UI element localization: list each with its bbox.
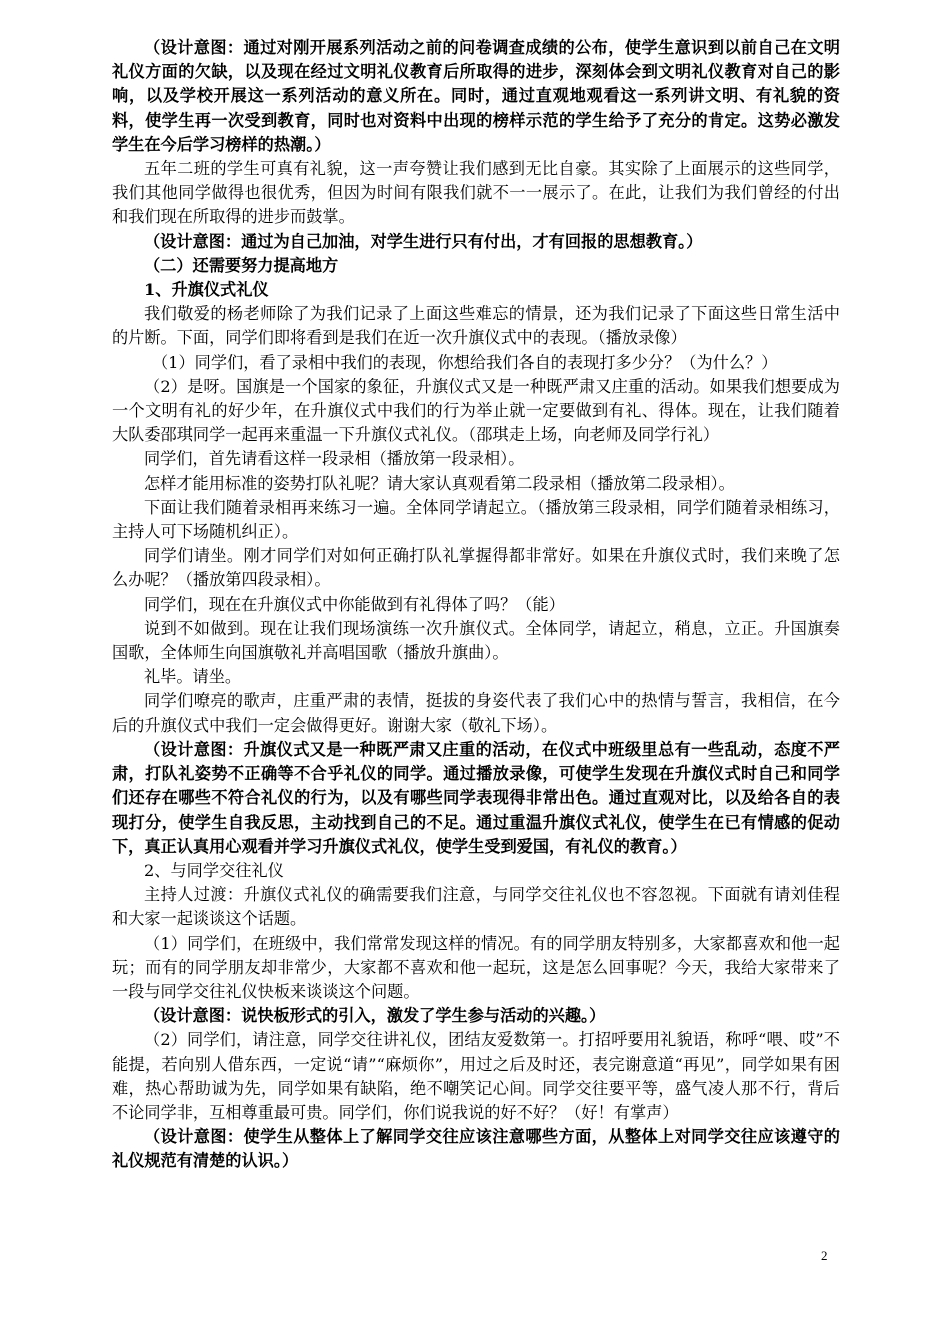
section-heading: （二）还需要努力提高地方 (144, 255, 339, 275)
document-page (112, 36, 840, 1174)
design-intent-paragraph: （设计意图：通过对刚开展系列活动之前的问卷调查成绩的公布，使学生意识到以前自己在文明礼仪方面的欠缺，以及现在经过文明礼仪教育后所取得的进步，深刻体会到文明礼仪教育对自己的影响，以及学校开展这一系列活动的意义所在。同时，通过直观地观看这一系列讲文明、有礼貌的资料，使学生再一次受到教育，同时也对资料中出现的榜样示范的学生给予了充分的肯定。这势必激发学生在今后学习榜样的热潮。） (112, 38, 840, 154)
body-paragraph: 我们敬爱的杨老师除了为我们记录了上面这些难忘的情景，还为我们记录了下面这些日常生活中的片断。下面，同学们即将看到是我们在近一次升旗仪式中的表现。（播放录像） (112, 304, 840, 348)
body-paragraph: 同学们，现在在升旗仪式中你能做到有礼得体了吗？（能） (144, 594, 565, 614)
body-paragraph: 五年二班的学生可真有礼貌，这一声夸赞让我们感到无比自豪。其实除了上面展示的这些同学，我们其他同学做得也很优秀，但因为时间有限我们就不一一展示了。在此，让我们为我们曾经的付出和我们现在所取得的进步而鼓掌。 (112, 159, 840, 227)
body-paragraph: （1）同学们，在班级中，我们常常发现这样的情况。有的同学朋友特别多，大家都喜欢和他一起玩；而有的同学朋友却非常少，大家都不喜欢和他一起玩，这是怎么回事呢？今天，我给大家带来了一段与同学交往礼仪快板来谈谈这个问题。 (112, 933, 840, 1001)
subsection-heading: 2、与同学交往礼仪 (144, 860, 284, 880)
body-paragraph: （2）是呀。国旗是一个国家的象征，升旗仪式又是一种既严肃又庄重的活动。如果我们想要成为一个文明有礼的好少年，在升旗仪式中我们的行为举止就一定要做到有礼、得体。现在，让我们随着大队委邵琪同学一起再来重温一下升旗仪式礼仪。（邵琪走上场，向老师及同学行礼） (112, 376, 840, 445)
design-intent-paragraph: （设计意图：使学生从整体上了解同学交往应该注意哪些方面，从整体上对同学交往应该遵守的礼仪规范有清楚的认识。） (112, 1127, 840, 1171)
body-paragraph: 主持人过渡：升旗仪式礼仪的确需要我们注意，与同学交往礼仪也不容忽视。下面就有请刘佳程和大家一起谈谈这个话题。 (112, 885, 840, 929)
body-paragraph: （2）同学们，请注意，同学交往讲礼仪，团结友爱数第一。打招呼要用礼貌语，称呼“喂、哎”不能提，若向别人借东西，一定说“请”“麻烦你”，用过之后及时还，表完谢意道“再见”，同学如果有困难，热心帮助诚为先，同学如果有缺陷，绝不嘲笑记心间。同学交往要平等，盛气凌人那不行，背后不论同学非，互相尊重最可贵。同学们，你们说我说的好不好？（好！有掌声） (112, 1030, 840, 1122)
page-number: 2 (821, 1248, 828, 1263)
body-paragraph: 礼毕。请坐。 (144, 667, 242, 687)
body-paragraph: 下面让我们随着录相再来练习一遍。全体同学请起立。（播放第三段录相，同学们随着录相练习，主持人可下场随机纠正）。 (112, 497, 840, 542)
design-intent-paragraph: （设计意图：通过为自己加油，对学生进行只有付出，才有回报的思想教育。） (144, 231, 703, 251)
body-paragraph: 怎样才能用标准的姿势打队礼呢？请大家认真观看第二段录相（播放第二段录相）。 (144, 473, 735, 493)
body-paragraph: （1）同学们，看了录相中我们的表现，你想给我们各自的表现打多少分？（为什么？） (152, 352, 778, 372)
body-paragraph: 说到不如做到。现在让我们现场演练一次升旗仪式。全体同学，请起立，稍息，立正。升国旗奏国歌，全体师生向国旗敬礼并高唱国歌（播放升旗曲）。 (112, 618, 840, 663)
design-intent-paragraph: （设计意图：升旗仪式又是一种既严肃又庄重的活动，在仪式中班级里总有一些乱动，态度不严肃，打队礼姿势不正确等不合乎礼仪的同学。通过播放录像，可使学生发现在升旗仪式时自己和同学们还存在哪些不符合礼仪的行为，以及有哪些同学表现得非常出色。通过直观对比，以及给各自的表现打分，使学生自我反思，主动找到自己的不足。通过重温升旗仪式礼仪，使学生在已有情感的促动下，真正认真用心观看并学习升旗仪式礼仪，使学生受到爱国，有礼仪的教育。） (112, 739, 840, 856)
body-paragraph: 同学们，首先请看这样一段录相（播放第一段录相）。 (144, 449, 525, 469)
design-intent-paragraph: （设计意图：说快板形式的引入，激发了学生参与活动的兴趣。） (144, 1006, 606, 1026)
body-paragraph: 同学们请坐。刚才同学们对如何正确打队礼掌握得都非常好。如果在升旗仪式时，我们来晚了怎么办呢？（播放第四段录相）。 (112, 546, 840, 590)
body-paragraph: 同学们嘹亮的歌声，庄重严肃的表情，挺拔的身姿代表了我们心中的热情与誓言，我相信，在今后的升旗仪式中我们一定会做得更好。谢谢大家（敬礼下场）。 (112, 691, 840, 735)
subsection-heading: 1、升旗仪式礼仪 (144, 280, 269, 300)
